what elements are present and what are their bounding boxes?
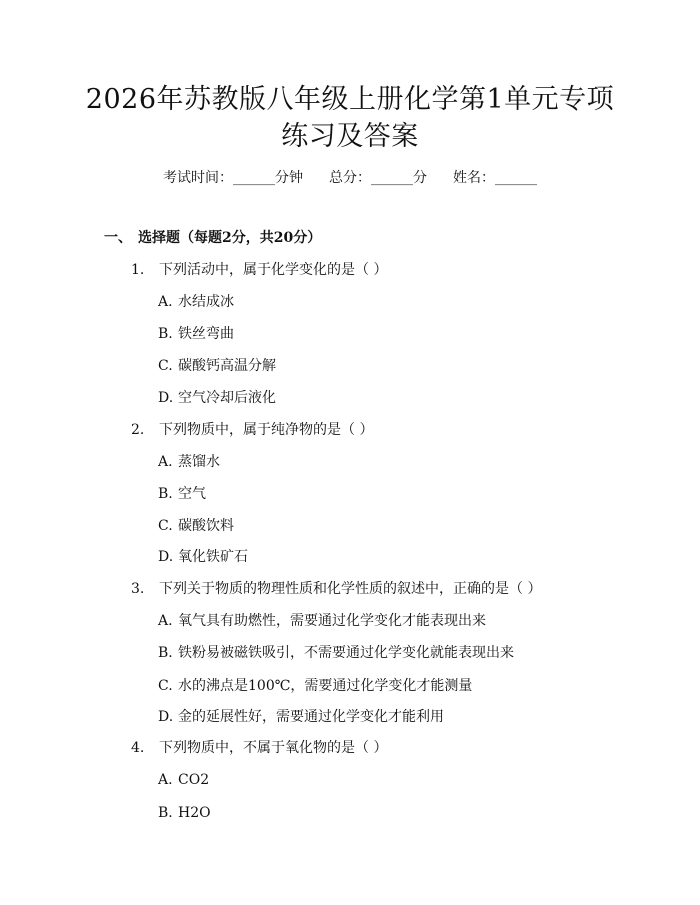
section-title: 选择题（每题2分，共20分） — [138, 230, 322, 246]
option-text: 蒸馏水 — [178, 454, 220, 470]
option-letter: B. — [158, 326, 173, 342]
question-number: 4. — [131, 740, 145, 756]
question-1-option-d — [158, 388, 276, 408]
exam-time-label: 考试时间：______分钟 — [163, 170, 303, 186]
option-text: H2O — [178, 805, 211, 821]
question-2-option-a — [158, 452, 220, 472]
question-1-option-c — [158, 356, 276, 376]
option-text: 空气 — [178, 486, 206, 502]
question-3-option-c — [158, 676, 472, 696]
option-letter: D. — [158, 709, 174, 725]
option-letter: C. — [158, 358, 173, 374]
option-letter: B. — [158, 645, 173, 661]
option-letter: B. — [158, 486, 173, 502]
question-text: 下列关于物质的物理性质和化学性质的叙述中，正确的是（ ） — [159, 581, 542, 597]
option-text: 空气冷却后液化 — [178, 390, 276, 406]
option-text: 氧气具有助燃性，需要通过化学变化才能表现出来 — [178, 613, 486, 629]
total-score-label: 总分：______分 — [329, 170, 427, 186]
question-3-option-b — [158, 643, 514, 663]
section-number: 一、 — [104, 230, 132, 246]
section-heading — [104, 228, 321, 248]
option-letter: A. — [158, 454, 173, 470]
question-1-option-a — [158, 292, 234, 312]
question-text: 下列物质中，属于纯净物的是（ ） — [159, 422, 374, 438]
document-title-line-1: 2026年苏教版八年级上册化学第1单元专项 — [85, 84, 615, 115]
question-3-option-d — [158, 707, 444, 727]
option-letter: A. — [158, 772, 173, 788]
question-2-option-d — [158, 547, 248, 567]
student-name-label: 姓名：______ — [453, 170, 537, 186]
question-2 — [131, 420, 373, 440]
option-letter: D. — [158, 549, 174, 565]
option-text: 氧化铁矿石 — [178, 549, 248, 565]
question-4 — [131, 738, 387, 758]
option-text: CO2 — [178, 772, 210, 788]
option-text: 碳酸饮料 — [178, 518, 234, 534]
option-text: 铁丝弯曲 — [178, 326, 234, 342]
question-2-option-c — [158, 516, 234, 536]
question-3 — [131, 579, 541, 599]
option-letter: A. — [158, 613, 173, 629]
question-4-option-a — [158, 770, 209, 790]
question-number: 3. — [131, 581, 145, 597]
question-number: 1. — [131, 262, 145, 278]
question-number: 2. — [131, 422, 145, 438]
option-letter: C. — [158, 518, 173, 534]
exam-info — [0, 168, 700, 188]
question-3-option-a — [158, 611, 486, 631]
question-4-option-b — [158, 803, 211, 823]
option-text: 铁粉易被磁铁吸引，不需要通过化学变化就能表现出来 — [178, 645, 514, 661]
question-1 — [131, 260, 387, 280]
option-text: 金的延展性好，需要通过化学变化才能利用 — [178, 709, 444, 725]
option-text: 水结成冰 — [178, 294, 234, 310]
option-letter: C. — [158, 678, 173, 694]
option-text: 水的沸点是100℃，需要通过化学变化才能测量 — [178, 678, 473, 694]
option-letter: D. — [158, 390, 174, 406]
question-1-option-b — [158, 324, 234, 344]
question-text: 下列物质中，不属于氧化物的是（ ） — [159, 740, 388, 756]
option-letter: B. — [158, 805, 173, 821]
question-text: 下列活动中，属于化学变化的是（ ） — [159, 262, 388, 278]
question-2-option-b — [158, 484, 206, 504]
document-title-line-2: 练习及答案 — [281, 121, 419, 152]
option-letter: A. — [158, 294, 173, 310]
option-text: 碳酸钙高温分解 — [178, 358, 276, 374]
